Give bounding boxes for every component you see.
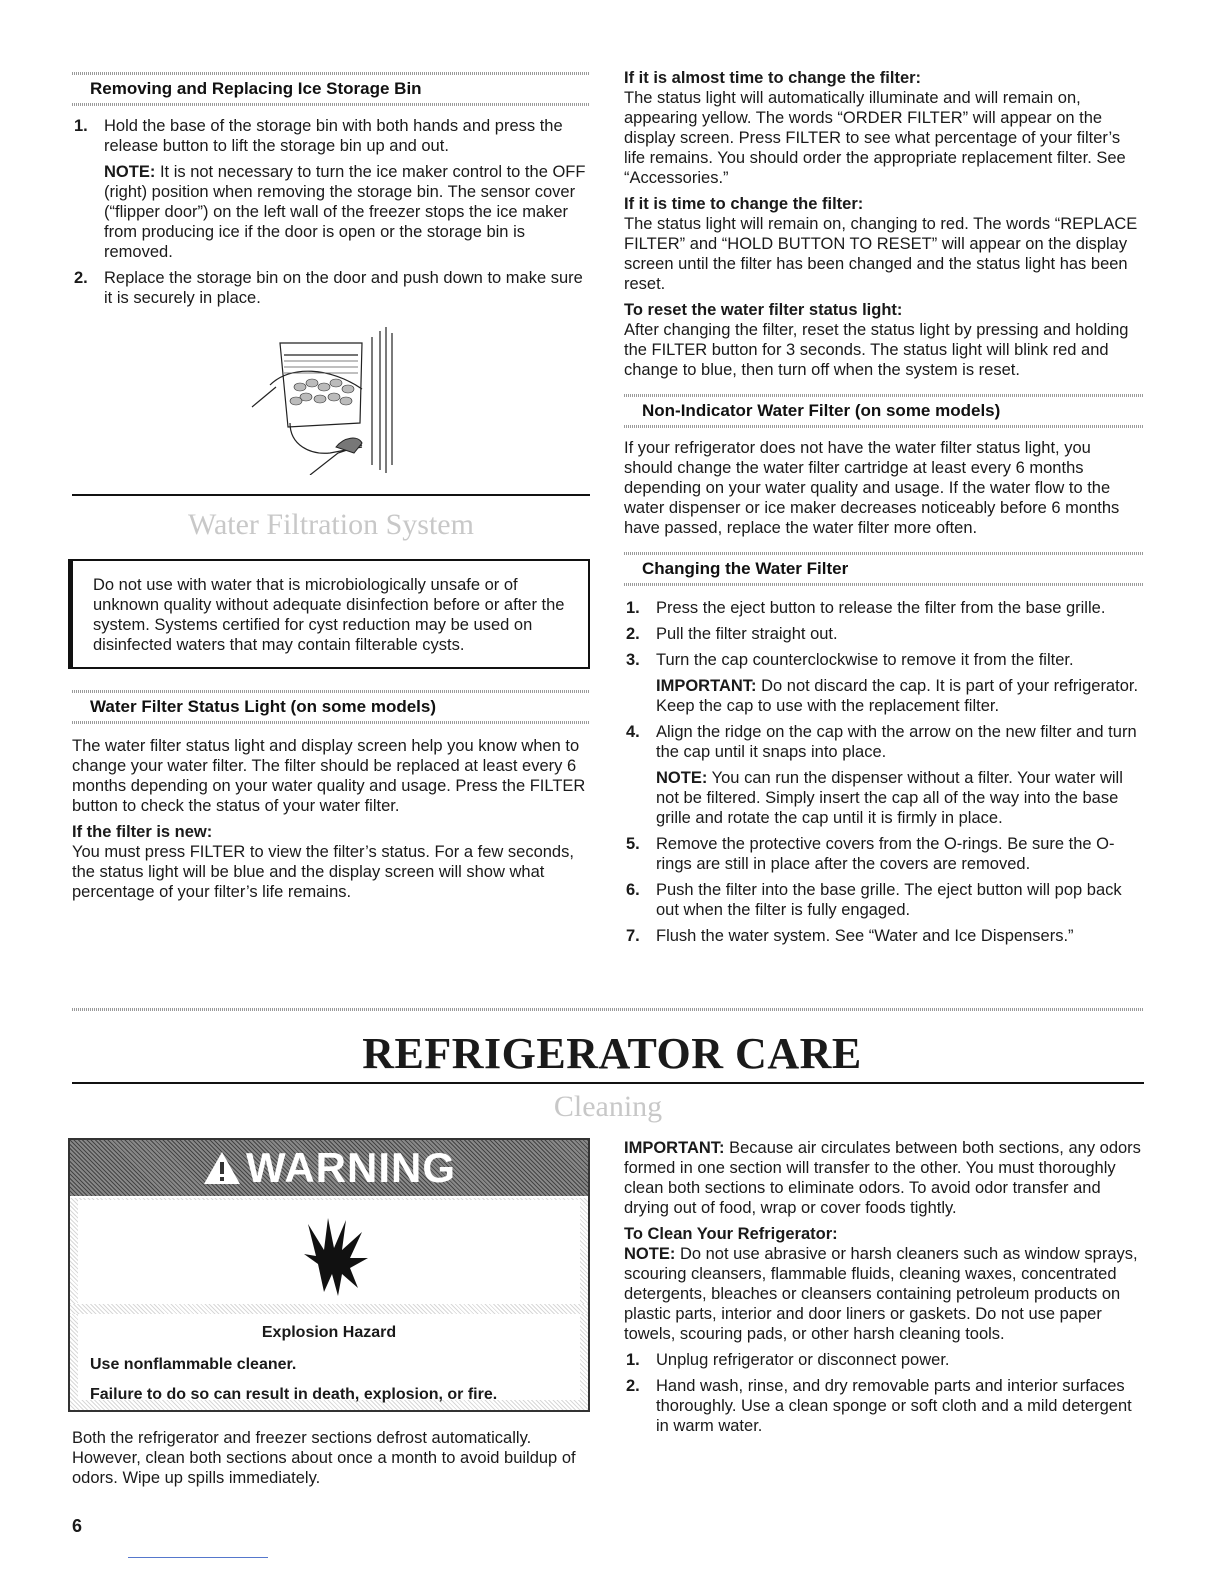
step-text: Push the filter into the base grille. The eject button will pop back out when the filter is fully engaged. [656,881,1122,919]
list-item [72,268,590,308]
list-item [624,880,1144,920]
important-text: Because air circulates between both sections, any odors formed in one section will transfer to the other. You must thoroughly clean both sections to eliminate odors. To avoid odor transfer and drying out of food, wrap or cover foods tightly. [624,1139,1141,1217]
warning-body [70,1198,588,1410]
step-text: Hold the base of the storage bin with both hands and press the release button to lift the storage bin up and out. [104,117,563,155]
divider [72,103,590,106]
divider [70,1304,588,1314]
step-text: Turn the cap counterclockwise to remove it from the filter. [656,651,1074,669]
divider [624,425,1144,428]
step-text: Align the ridge on the cap with the arrow on the new filter and turn the cap until it snaps into place. [656,723,1137,761]
step-text: Hand wash, rinse, and dry removable parts and interior surfaces thoroughly. Use a clean sponge or soft cloth and a mild detergent in warm water. [656,1377,1132,1435]
step-text: Replace the storage bin on the door and push down to make sure it is securely in place. [104,269,583,307]
changing-filter-steps [624,598,1144,946]
list-item [624,834,1144,874]
warning-line-1: Use nonflammable cleaner. [90,1356,297,1373]
list-item [624,598,1144,618]
clean-refrigerator-label: To Clean Your Refrigerator: [624,1225,838,1243]
step-number: 5. [626,835,640,853]
step-text: Flush the water system. See “Water and Ice Dispensers.” [656,927,1074,945]
non-indicator-text: If your refrigerator does not have the water filter status light, you should change the water filter cartridge at least every 6 months depending on your water quality and usage. If the water flow to the water dispenser or ice maker decreases noticeably before 6 months have passed, replace the water filter more often. [624,439,1120,537]
page-number: 6 [72,1516,83,1536]
note-paragraph [624,1244,1144,1344]
step-number: 2. [74,269,88,287]
step-number: 7. [626,927,640,945]
divider [72,1008,1144,1011]
status-light-intro: The water filter status light and display screen help you know when to change your water filter. The filter should be replaced at least every 6 months depending on your water quality and usage. Press the FILTER button to check the status of your water filter. [72,737,586,815]
note-paragraph [104,162,590,262]
reset-text: After changing the filter, reset the status light by pressing and holding the FILTER button for 3 seconds. The status light will blink red and change to blue, then turn off when the system is reset. [624,321,1129,379]
time-to-change-text: The status light will remain on, changing to red. The words “REPLACE FILTER” and “HOLD BUTTON TO RESET” will appear on the display screen until the filter has been changed and the status light has been reset. [624,215,1138,293]
note-label: NOTE: [104,163,156,181]
divider [72,721,590,724]
cleaning-steps [624,1350,1144,1436]
warning-label: WARNING [246,1144,456,1191]
list-item [624,1376,1144,1436]
warning-header [70,1140,588,1196]
defrost-paragraph [72,1428,590,1488]
list-item [624,650,1144,716]
divider [624,552,1144,555]
ice-bin-title: Removing and Replacing Ice Storage Bin [90,79,422,98]
status-light-section [72,690,590,902]
divider [128,1557,268,1558]
step-number: 3. [626,651,640,669]
divider [72,72,590,75]
note-text: Do not use abrasive or harsh cleaners such as window sprays, scouring cleansers, flammable fluids, cleaning waxes, concentrated detergents, bleaches or cleansers containing petroleum products on plastic parts, interior and door liners or gaskets. Do not use paper towels, scouring pads, or other harsh cleaning tools. [624,1245,1138,1343]
note-text: You can run the dispenser without a filter. Your water will not be filtered. Simply insert the cap all of the way into the base grille and rotate the cap until it is firmly in place. [656,769,1123,827]
filter-new-text: You must press FILTER to view the filter’s status. For a few seconds, the status light will be blue and the display screen will show what percentage of your filter’s life remains. [72,843,574,901]
changing-filter-title: Changing the Water Filter [642,559,849,578]
step-number: 1. [626,599,640,617]
filter-new-label: If the filter is new: [72,823,213,841]
note-label: NOTE: [624,1245,676,1263]
status-light-title: Water Filter Status Light (on some models) [90,697,437,716]
cleaning-instructions [624,1138,1144,1442]
step-text: Unplug refrigerator or disconnect power. [656,1351,950,1369]
list-item [624,722,1144,828]
important-label: IMPORTANT: [624,1139,725,1157]
explosion-icon [298,1214,370,1298]
important-label: IMPORTANT: [656,677,757,695]
divider [72,690,590,693]
note-text: It is not necessary to turn the ice maker control to the OFF (right) position when removing the storage bin. The sensor cover (“flipper door”) on the left wall of the freezer stops the ice maker from producing ice if the door is open or the storage bin is removed. [104,163,586,261]
time-to-change-label: If it is time to change the filter: [624,195,864,213]
caution-box [68,559,590,669]
ice-bin-illustration [250,325,410,475]
ice-bin-section [72,72,590,314]
important-paragraph [656,676,1144,716]
list-item [624,926,1144,946]
warning-triangle-icon [202,1150,242,1186]
hazard-title: Explosion Hazard [261,1324,397,1341]
almost-time-label: If it is almost time to change the filter: [624,69,922,87]
step-number: 1. [74,117,88,135]
non-indicator-title: Non-Indicator Water Filter (on some models) [642,401,1001,420]
step-text: Remove the protective covers from the O-rings. Be sure the O-rings are still in place after the covers are removed. [656,835,1115,873]
defrost-text: Both the refrigerator and freezer sections defrost automatically. However, clean both sections about once a month to avoid buildup of odors. Wipe up spills immediately. [72,1429,576,1487]
note-label: NOTE: [656,769,708,787]
step-text: Press the eject button to release the filter from the base grille. [656,599,1106,617]
step-number: 6. [626,881,640,899]
warning-inner [78,1200,580,1403]
warning-line-2: Failure to do so can result in death, explosion, or fire. [90,1386,498,1403]
cleaning-title: Cleaning [553,1090,663,1123]
important-text: Do not discard the cap. It is part of your refrigerator. Keep the cap to use with the replacement filter. [656,677,1139,715]
note-paragraph [656,768,1144,828]
step-number: 4. [626,723,640,741]
warning-box [68,1138,590,1412]
step-number: 2. [626,625,640,643]
reset-label: To reset the water filter status light: [624,301,903,319]
almost-time-text: The status light will automatically illuminate and will remain on, appearing yellow. The words “ORDER FILTER” will appear on the display screen. Press FILTER to see what percentage of your filter’s life remains. You should order the appropriate replacement filter. See “Accessories.” [624,89,1126,187]
important-paragraph [624,1138,1144,1218]
list-item [624,624,1144,644]
step-number: 1. [626,1351,640,1369]
filtration-title: Water Filtration System [188,508,474,541]
step-text: Pull the filter straight out. [656,625,838,643]
right-column [624,68,1144,952]
ice-bin-steps [72,116,590,308]
caution-text: Do not use with water that is microbiologically unsafe or of unknown quality without adequate disinfection before or after the system. Systems certified for cyst reduction may be used on disinfected waters that may contain filterable cysts. [93,576,565,654]
list-item [72,116,590,262]
step-number: 2. [626,1377,640,1395]
divider [624,394,1144,397]
refrigerator-care-title: REFRIGERATOR CARE [362,1029,862,1078]
divider [624,583,1144,586]
divider [72,1082,1144,1084]
list-item [624,1350,1144,1370]
divider [72,494,590,496]
